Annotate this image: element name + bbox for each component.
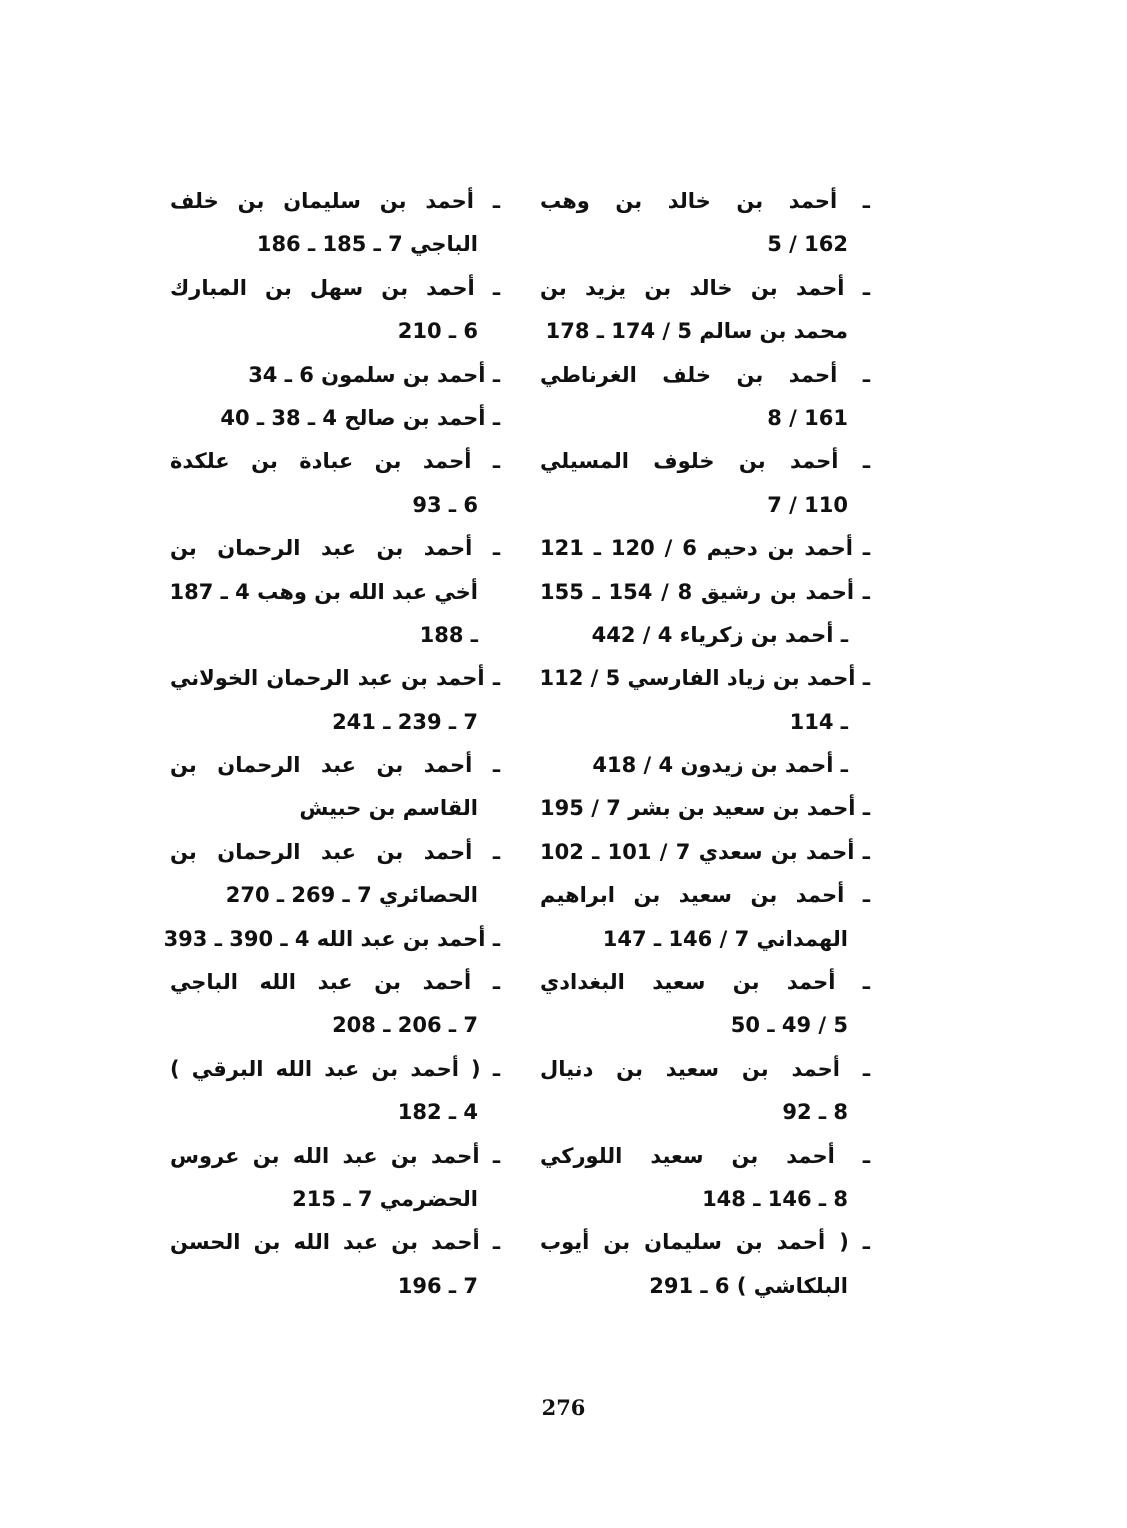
index-line: ـ أحمد بن عبد الله بن عروس	[170, 1143, 500, 1168]
index-line: ـ أحمد بن دحيم 6 / 120 ـ 121	[540, 536, 870, 561]
index-line-continuation: 5 / 49 ـ 50	[730, 1013, 848, 1038]
index-line-continuation: أخي عبد الله بن وهب 4 ـ 187	[169, 579, 478, 604]
index-line: ـ أحمد بن عبادة بن علكدة	[170, 449, 500, 474]
index-line-continuation: 4 ـ 182	[397, 1100, 478, 1125]
index-line-continuation: محمد بن سالم 5 / 174 ـ 178	[545, 319, 848, 344]
index-column-left	[163, 180, 500, 1308]
index-line: ـ أحمد بن خالد بن يزيد بن	[540, 275, 870, 300]
index-line: ـ أحمد بن صالح 4 ـ 38 ـ 40	[220, 405, 500, 430]
index-column-right	[540, 180, 870, 1308]
index-line-continuation: 162 / 5	[767, 232, 848, 257]
index-line: ـ أحمد بن خالد بن وهب	[540, 189, 870, 213]
index-line: ـ أحمد بن سلمون 6 ـ 34	[248, 362, 500, 387]
index-line: ـ أحمد بن زيدون 4 / 418	[592, 753, 848, 778]
index-line: ـ أحمد بن عبد الله 4 ـ 390 ـ 393	[163, 926, 500, 951]
index-line: ـ أحمد بن خلف الغرناطي	[540, 362, 870, 387]
index-line-continuation: ـ 188	[419, 622, 478, 647]
index-line: ـ ( أحمد بن عبد الله البرقي )	[170, 1056, 500, 1081]
index-line-continuation: 7 ـ 206 ـ 208	[332, 1013, 478, 1038]
index-line: ـ أحمد بن عبد الرحمان بن	[170, 536, 500, 561]
index-line-continuation: الهمداني 7 / 146 ـ 147	[602, 926, 848, 951]
index-line: ـ أحمد بن رشيق 8 / 154 ـ 155	[540, 579, 870, 604]
index-line: ـ أحمد بن سعيد بن دنيال	[540, 1056, 870, 1081]
index-line-continuation: 7 ـ 196	[397, 1273, 478, 1298]
index-line-continuation: 161 / 8	[767, 405, 848, 430]
index-line-continuation: الحصائري 7 ـ 269 ـ 270	[225, 883, 478, 908]
index-line-continuation: ـ 114	[789, 709, 848, 734]
index-line: ـ أحمد بن سليمان بن خلف	[170, 189, 500, 213]
index-line-continuation: الحضرمي 7 ـ 215	[292, 1186, 478, 1211]
index-line: ـ أحمد بن عبد الرحمان بن	[170, 839, 500, 864]
index-line: ـ أحمد بن سعيد اللوركي	[540, 1143, 870, 1168]
index-line: ـ أحمد بن سعيد البغدادي	[540, 970, 870, 995]
index-line: ـ ( أحمد بن سليمان بن أيوب	[540, 1230, 870, 1255]
index-line: ـ أحمد بن عبد الله الباجي	[170, 970, 500, 995]
index-line: ـ أحمد بن سهل بن المبارك	[170, 275, 500, 300]
index-line: ـ أحمد بن عبد الرحمان الخولاني	[170, 666, 500, 691]
index-line-continuation: 8 ـ 146 ـ 148	[702, 1186, 848, 1211]
index-line: ـ أحمد بن خلوف المسيلي	[540, 449, 870, 474]
index-line: ـ أحمد بن عبد الله بن الحسن	[170, 1230, 500, 1255]
index-line: ـ أحمد بن زياد الفارسي 5 / 112	[539, 666, 870, 691]
index-line-continuation: القاسم بن حبيش	[299, 796, 478, 821]
index-line-continuation: البلكاشي ) 6 ـ 291	[649, 1273, 848, 1298]
index-line: ـ أحمد بن سعيد بن بشر 7 / 195	[540, 796, 870, 821]
index-line-continuation: 7 ـ 239 ـ 241	[332, 709, 478, 734]
index-line-continuation: 6 ـ 210	[397, 319, 478, 344]
index-line: ـ أحمد بن سعيد بن ابراهيم	[540, 883, 870, 908]
index-line-continuation: 8 ـ 92	[782, 1100, 848, 1125]
index-line: ـ أحمد بن زكرياء 4 / 442	[591, 622, 848, 647]
index-line-continuation: الباجي 7 ـ 185 ـ 186	[256, 232, 478, 257]
index-line-continuation: 6 ـ 93	[412, 492, 478, 517]
page-number: 276	[541, 1395, 586, 1420]
index-line: ـ أحمد بن عبد الرحمان بن	[170, 753, 500, 778]
index-line-continuation: 110 / 7	[767, 492, 848, 517]
index-line: ـ أحمد بن سعدي 7 / 101 ـ 102	[540, 839, 870, 864]
